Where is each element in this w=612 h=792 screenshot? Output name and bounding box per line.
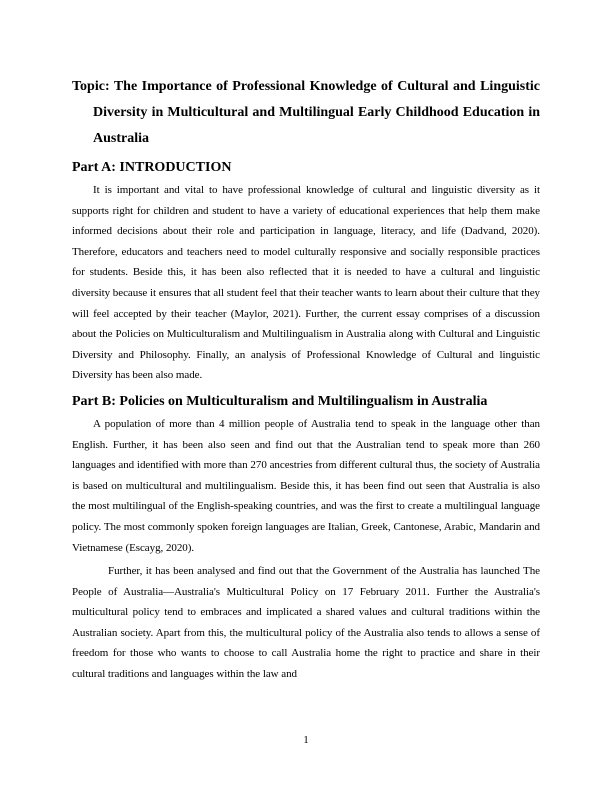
introduction-paragraph: It is important and vital to have professional knowledge of cultural and linguistic diversity as it supports right for children and student to have a variety of educational experiences that help them make informed decisions about their role and participation in language, literacy, and life (Dadvand, 2020). Therefore, educators and teachers need to model culturally responsive and socially responsible practices for students. Beside this, it has been also reflected that it is needed to have a cultural and linguistic diversity because it ensures that all student feel that their teacher wants to learn about their culture that they will feel accepted by their teacher (Maylor, 2021). Further, the current essay comprises of a discussion about the Policies on Multiculturalism and Multilingualism in Australia along with Cultural and Linguistic Diversity and Philosophy. Finally, an analysis of Professional Knowledge of Cultural and linguistic Diversity has been also made. (72, 184, 540, 382)
part-b-heading: Part B: Policies on Multiculturalism and Multilingualism in Australia (72, 393, 488, 409)
policies-paragraph-2: Further, it has been analysed and find out that the Government of the Australia has launched The People of Australia—Australia's Multicultural Policy on 17 February 2011. Further the Australia's multicultural policy tend to embraces and implicated a shared values and cultural traditions within the Australian society. Apart from this, the multicultural policy of the Australia also tends to allows a sense of freedom for those who wants to choose to call Australia home the right to practice and share in their cultural traditions and languages within the law and (72, 565, 540, 681)
page-number: 1 (303, 734, 309, 746)
topic-title: Topic: The Importance of Professional Knowledge of Cultural and Linguistic Diversity in Multicultural and Multilingual Early Childhood Education in Australia (72, 79, 540, 146)
policies-paragraph-1: A population of more than 4 million people of Australia tend to speak in the language other than English. Further, it has been also seen and find out that the Australian tend to speak more than 260 languages and identified with more than 270 ancestries from different cultural thus, the society of Australia is based on multicultural and multilingualism. Beside this, it has been find out seen that Australia is also the most multilingual of the English-speaking countries, and was the first to create a multilingual language policy. The most commonly spoken foreign languages are Italian, Greek, Cantonese, Arabic, Mandarin and Vietnamese (Escayg, 2020). (72, 417, 540, 554)
part-a-heading: Part A: INTRODUCTION (72, 160, 232, 175)
page-content (72, 74, 540, 685)
